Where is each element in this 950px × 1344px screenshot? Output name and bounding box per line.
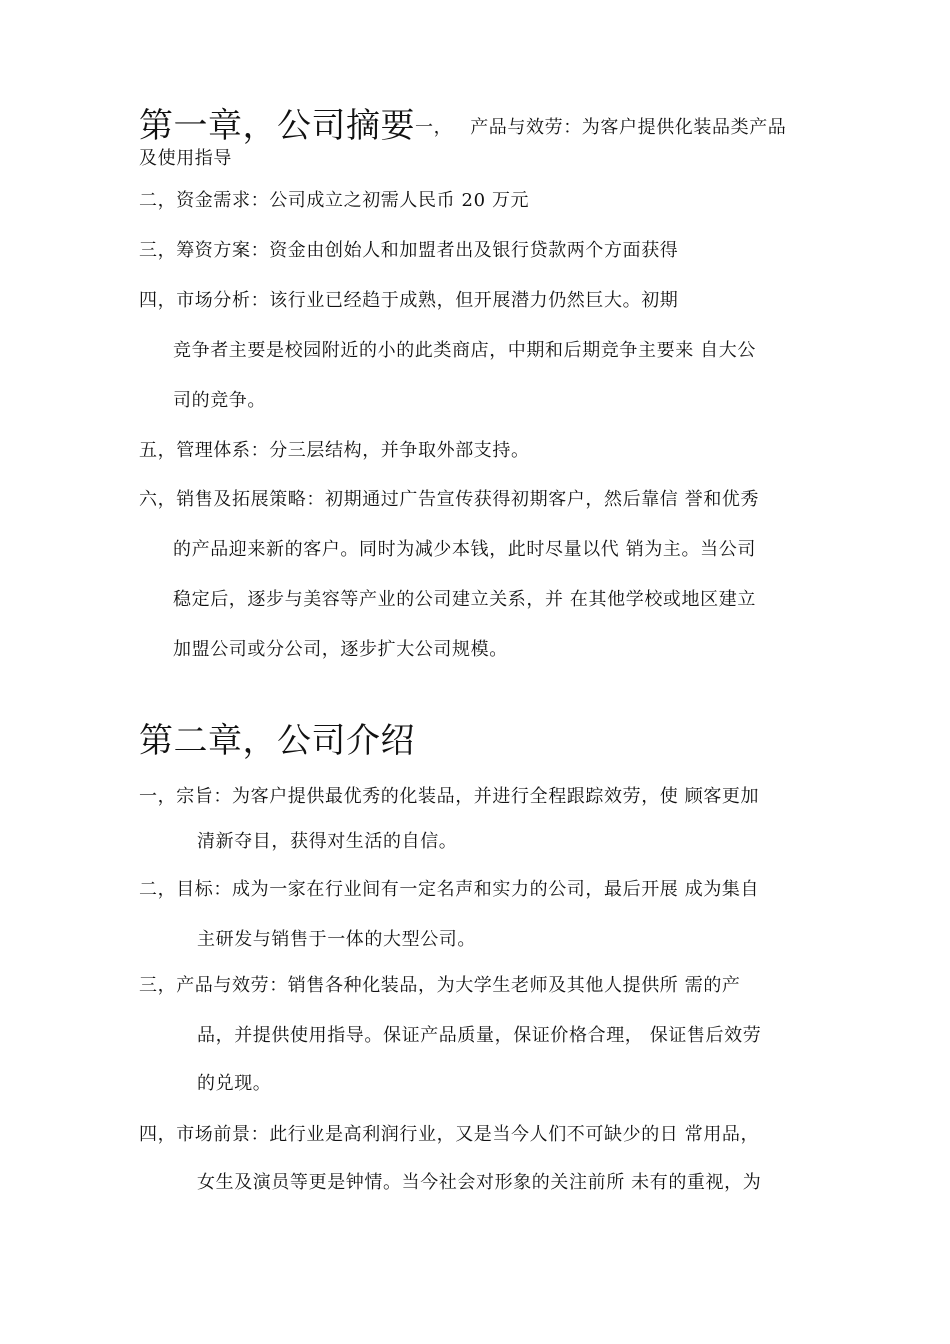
chapter1-item6-line4: 加盟公司或分公司，逐步扩大公司规模。 [173,639,508,660]
chapter2-item3-line3: 的兑现。 [197,1073,272,1094]
chapter1-item6-line2: 的产品迎来新的客户。同时为减少本钱，此时尽量以代 销为主。当公司 [173,539,756,560]
chapter2-item1-line1: 一，宗旨：为客户提供最优秀的化装品，并进行全程跟踪效劳，使 顾客更加 [139,786,760,807]
chapter2-item3-line2: 品，并提供使用指导。保证产品质量，保证价格合理， 保证售后效劳 [197,1025,762,1046]
chapter1-item4-line3: 司的竞争。 [173,390,266,411]
chapter2-item1-line2: 清新夺目，获得对生活的自信。 [197,831,458,852]
chapter1-item1-text: 产品与效劳：为客户提供化装品类产品 [470,117,787,138]
chapter1-item3-line1: 三，筹资方案：资金由创始人和加盟者出及银行贷款两个方面获得 [139,240,679,261]
chapter2-item2-line1: 二，目标：成为一家在行业间有一定名声和实力的公司，最后开展 成为集自 [139,879,760,900]
chapter1-item6-line3: 稳定后，逐步与美容等产业的公司建立关系，并 在其他学校或地区建立 [173,589,756,610]
chapter2-item4-line2: 女生及演员等更是钟情。当今社会对形象的关注前所 未有的重视，为 [197,1172,762,1193]
chapter2-item2-line2: 主研发与销售于一体的大型公司。 [197,929,476,950]
chapter1-item1-continuation: 及使用指导 [139,148,232,169]
chapter1-item4-line1: 四，市场分析：该行业已经趋于成熟，但开展潜力仍然巨大。初期 [139,290,679,311]
chapter1-item1-prefix: 一， [415,117,453,138]
chapter1-title: 第一章，公司摘要 [139,106,415,146]
chapter1-item6-line1: 六，销售及拓展策略：初期通过广告宣传获得初期客户，然后靠信 誉和优秀 [139,489,760,510]
chapter2-item3-line1: 三，产品与效劳：销售各种化装品，为大学生老师及其他人提供所 需的产 [139,975,741,996]
chapter2-title: 第二章，公司介绍 [139,721,415,761]
chapter1-item5-line1: 五，管理体系：分三层结构，并争取外部支持。 [139,440,530,461]
chapter2-item4-line1: 四，市场前景：此行业是高利润行业，又是当今人们不可缺少的日 常用品， [139,1124,760,1145]
chapter1-item4-line2: 竞争者主要是校园附近的小的此类商店，中期和后期竞争主要来 自大公 [173,340,756,361]
chapter1-item2-line1: 二，资金需求：公司成立之初需人民币 20 万元 [139,190,530,211]
chapter1-heading [139,106,786,148]
